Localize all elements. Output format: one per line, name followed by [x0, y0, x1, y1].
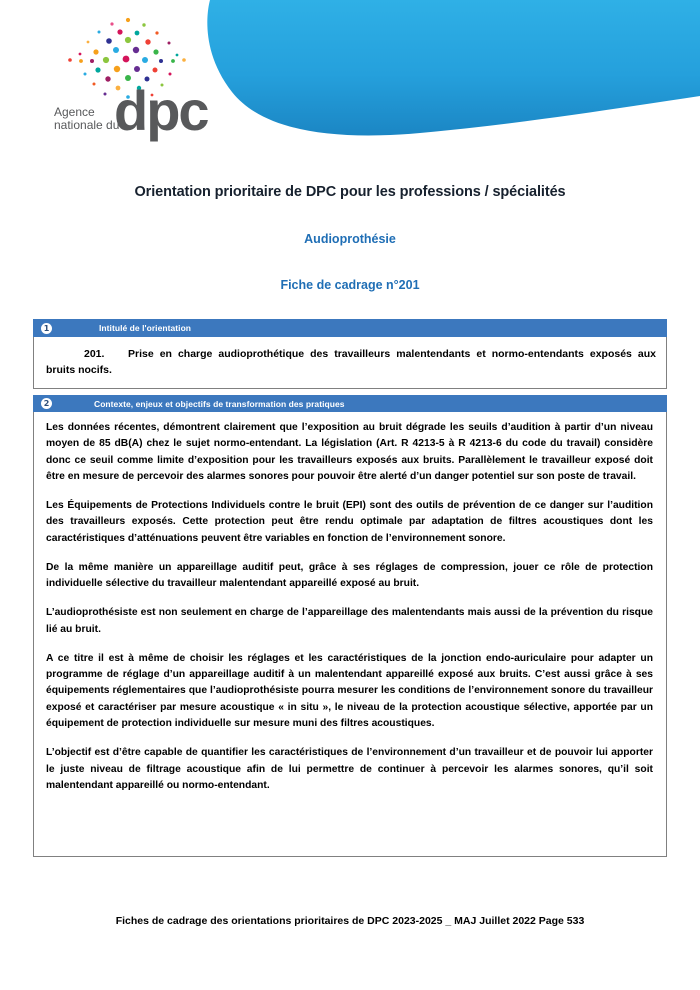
- section-intitule-body: [33, 337, 667, 389]
- context-paragraph: L’objectif est d’être capable de quantifier les caractéristiques de l’environnement d’un travailleur et de pouvoir lui apporter le juste niveau de filtrage acoustique afin de lui permettre de continuer à percevoir les alarmes sonores, qu’il soit malentendant appareillé ou normo-entendant.: [46, 747, 653, 791]
- page-title: Orientation prioritaire de DPC pour les professions / spécialités: [134, 184, 566, 200]
- logo-wordmark: [114, 79, 208, 142]
- context-paragraph: De la même manière un appareillage auditif peut, grâce à ses réglages de compression, jouer ce rôle de protection individuelle sélective du travailleur malentendant appareillé exposé au bruit.: [46, 561, 653, 590]
- section-contexte-header: [33, 395, 667, 412]
- orientation-statement: [46, 346, 656, 379]
- logo-line1: Agence: [54, 105, 95, 119]
- orientation-text: Prise en charge audioprothétique des travailleurs malentendants et normo-entendants exposés aux bruits nocifs.: [46, 348, 656, 377]
- section-intitule: [33, 319, 667, 389]
- page-subtitle: Audioprothésie: [304, 232, 396, 247]
- context-paragraph: Les Équipements de Protections Individuels contre le bruit (EPI) sont des outils de prévention de ce danger sur l’audition des travailleurs exposés. Cette protection peut être rendu optimale par adaptation de filtres acoustiques dont les caractéristiques d’atténuations peuvent être variables en fonction de l’environnement sonore.: [46, 500, 653, 544]
- logo: [52, 14, 212, 142]
- dpc-logo-icon: [52, 14, 212, 142]
- context-paragraph: A ce titre il est à même de choisir les réglages et les caractéristiques de la jonction endo-auriculaire pour adapter un programme de réglage d’un appareillage auditif à un malentendant appareillé exposé aux bruits. C’est aussi grâce à ses équipements réglementaires que l’audioprothésiste pourra mesurer les conditions de l’environnement sonore du travailleur exposé et caractériser par mesure acoustique « in situ », le niveau de la protection acoustique sélective, apportée par un équipement de protection individuelle sur mesure muni des filtres acoustiques.: [46, 652, 653, 729]
- orientation-number: 201.: [84, 348, 105, 360]
- title-area: [0, 183, 700, 292]
- sheet-number: Fiche de cadrage n°201: [280, 278, 420, 293]
- page-footer: Fiches de cadrage des orientations prioritaires de DPC 2023-2025 _ MAJ Juillet 2022 Page 533: [115, 915, 585, 927]
- svg-text:dpc: dpc: [114, 79, 208, 142]
- context-paragraph: L’audioprothésiste est non seulement en charge de l’appareillage des malentendants mais aussi de la prévention du risque lié au bruit.: [46, 607, 653, 635]
- section-contexte-label: Contexte, enjeux et objectifs de transformation des pratiques: [94, 398, 345, 409]
- context-paragraph: Les données récentes, démontrent clairement que l’exposition au bruit dégrade les seuils d’audition à partir d’un niveau moyen de 85 dB(A) chez le sujet normo-entendant. La législation (Art. R 4213-5 à R 4213-6 du code du travail) considère donc ce seuil comme limite d’exposition pour les travailleurs exposés aux bruits. Parallèlement le travailleur exposé doit être en mesure de percevoir des alarmes sonores pour pouvoir être alerté d’un danger potentiel sur son poste de travail.: [46, 422, 653, 482]
- section-number-badge: 1: [41, 323, 52, 334]
- section-intitule-label: Intitulé de l'orientation: [99, 323, 192, 333]
- logo-line2: nationale du: [54, 118, 120, 132]
- section-contexte-body: [33, 412, 667, 857]
- section-contexte: [33, 395, 667, 857]
- section-intitule-header: [33, 319, 667, 337]
- section-number-badge: 2: [41, 398, 52, 409]
